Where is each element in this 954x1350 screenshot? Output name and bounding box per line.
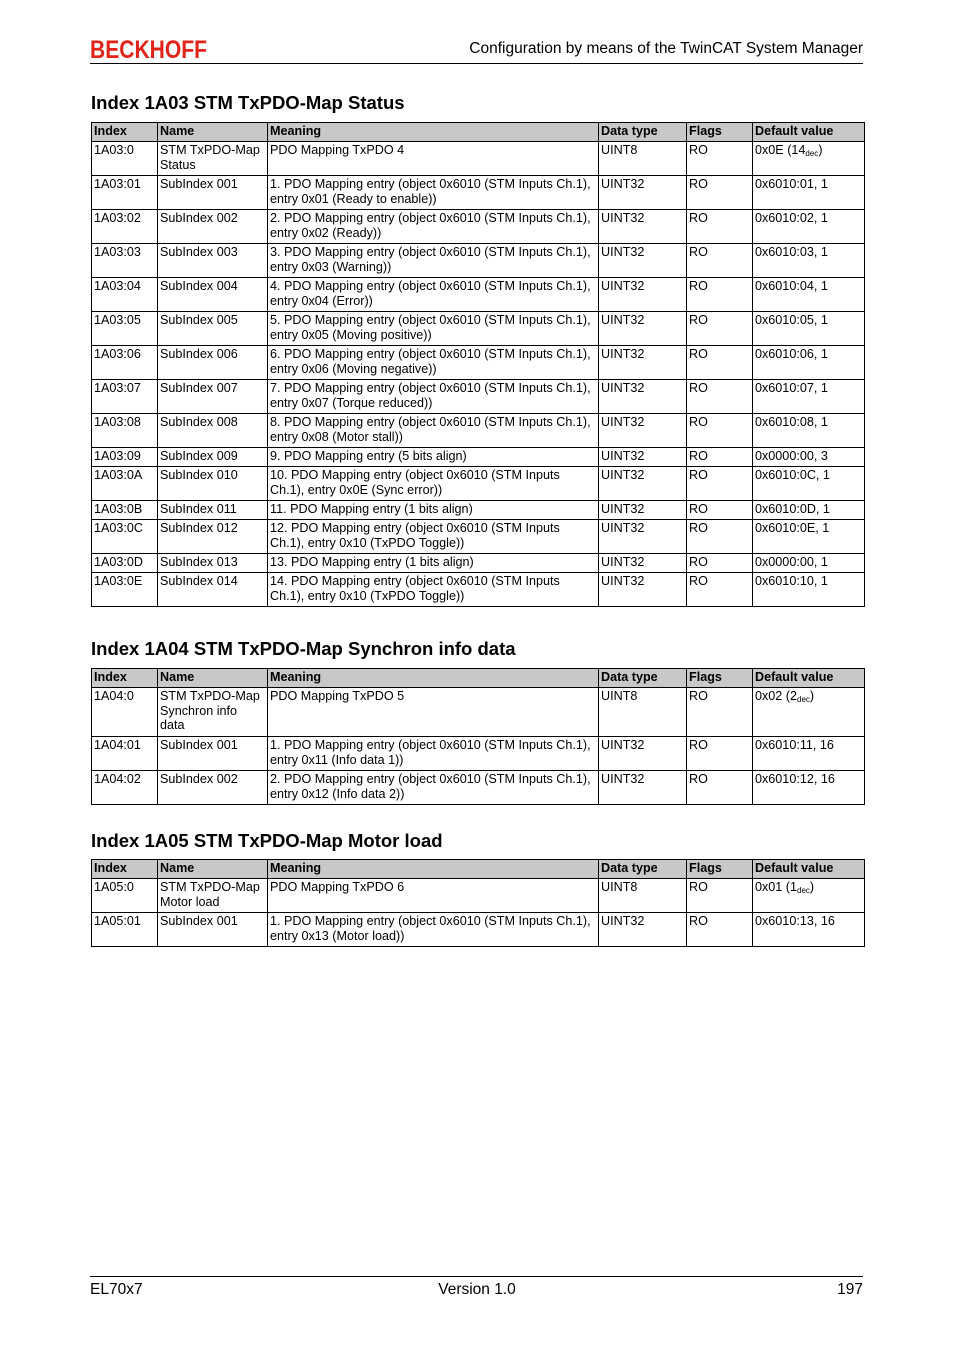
section-title-1a04: Index 1A04 STM TxPDO-Map Synchron info data	[91, 638, 516, 659]
cell-index: 1A03:02	[92, 210, 158, 244]
default-value-tail: )	[809, 689, 815, 703]
cell-data-type: UINT32	[599, 573, 687, 607]
default-value-subscript: dec	[805, 149, 819, 158]
cell-name: SubIndex 001	[158, 913, 268, 947]
section-title-1a05: Index 1A05 STM TxPDO-Map Motor load	[91, 830, 443, 851]
header-divider	[90, 63, 863, 64]
table-row	[92, 913, 865, 947]
cell-data-type: UINT32	[599, 312, 687, 346]
header-title: Configuration by means of the TwinCAT System Manager	[469, 40, 863, 57]
cell-index: 1A03:0D	[92, 554, 158, 573]
cell-default-value: 0x6010:0D, 1	[753, 501, 865, 520]
col-default-value: Default value	[753, 123, 865, 142]
cell-data-type: UINT32	[599, 448, 687, 467]
cell-data-type: UINT32	[599, 210, 687, 244]
cell-index: 1A03:0	[92, 142, 158, 176]
cell-name: SubIndex 009	[158, 448, 268, 467]
cell-meaning: 8. PDO Mapping entry (object 0x6010 (STM Inputs Ch.1), entry 0x08 (Motor stall))	[268, 414, 599, 448]
cell-name: SubIndex 006	[158, 346, 268, 380]
cell-data-type: UINT32	[599, 414, 687, 448]
cell-meaning: 6. PDO Mapping entry (object 0x6010 (STM Inputs Ch.1), entry 0x06 (Moving negative))	[268, 346, 599, 380]
cell-data-type: UINT32	[599, 737, 687, 771]
cell-name: SubIndex 003	[158, 244, 268, 278]
cell-default-value: 0x6010:08, 1	[753, 414, 865, 448]
col-index: Index	[92, 860, 158, 879]
cell-meaning: 1. PDO Mapping entry (object 0x6010 (STM Inputs Ch.1), entry 0x11 (Info data 1))	[268, 737, 599, 771]
col-flags: Flags	[687, 860, 753, 879]
cell-meaning: 3. PDO Mapping entry (object 0x6010 (STM Inputs Ch.1), entry 0x03 (Warning))	[268, 244, 599, 278]
cell-data-type: UINT32	[599, 346, 687, 380]
footer-page-number: 197	[837, 1281, 863, 1298]
default-value-subscript: dec	[797, 695, 810, 704]
cell-name: STM TxPDO-Map Status	[158, 142, 268, 176]
cell-data-type: UINT32	[599, 278, 687, 312]
cell-flags: RO	[687, 771, 753, 805]
cell-flags: RO	[687, 244, 753, 278]
table-row	[92, 176, 865, 210]
cell-meaning: PDO Mapping TxPDO 5	[268, 688, 599, 737]
table-row	[92, 554, 865, 573]
col-name: Name	[158, 669, 268, 688]
cell-meaning: PDO Mapping TxPDO 4	[268, 142, 599, 176]
cell-default-value: 0x6010:02, 1	[753, 210, 865, 244]
table-row	[92, 879, 865, 913]
cell-meaning: 2. PDO Mapping entry (object 0x6010 (STM Inputs Ch.1), entry 0x02 (Ready))	[268, 210, 599, 244]
cell-data-type: UINT32	[599, 244, 687, 278]
col-name: Name	[158, 123, 268, 142]
col-flags: Flags	[687, 123, 753, 142]
table-row	[92, 414, 865, 448]
col-index: Index	[92, 123, 158, 142]
cell-index: 1A03:06	[92, 346, 158, 380]
cell-flags: RO	[687, 176, 753, 210]
table-row	[92, 142, 865, 176]
cell-default-value: 0x6010:0C, 1	[753, 467, 865, 501]
cell-index: 1A03:0A	[92, 467, 158, 501]
logo-text: BECKHOFF	[90, 36, 207, 64]
cell-meaning: 11. PDO Mapping entry (1 bits align)	[268, 501, 599, 520]
table-row	[92, 312, 865, 346]
cell-default-value: 0x6010:04, 1	[753, 278, 865, 312]
cell-name: SubIndex 001	[158, 176, 268, 210]
col-flags: Flags	[687, 669, 753, 688]
cell-name: SubIndex 014	[158, 573, 268, 607]
cell-default-value: 0x0000:00, 1	[753, 554, 865, 573]
cell-name: SubIndex 012	[158, 520, 268, 554]
cell-meaning: 1. PDO Mapping entry (object 0x6010 (STM Inputs Ch.1), entry 0x01 (Ready to enable))	[268, 176, 599, 210]
cell-flags: RO	[687, 467, 753, 501]
cell-index: 1A05:0	[92, 879, 158, 913]
col-name: Name	[158, 860, 268, 879]
col-data-type: Data type	[599, 123, 687, 142]
table-1a04	[91, 668, 865, 805]
table-row	[92, 520, 865, 554]
cell-data-type: UINT32	[599, 176, 687, 210]
cell-meaning: PDO Mapping TxPDO 6	[268, 879, 599, 913]
cell-flags: RO	[687, 312, 753, 346]
cell-default-value: 0x6010:03, 1	[753, 244, 865, 278]
footer-product: EL70x7	[90, 1281, 143, 1298]
cell-data-type: UINT32	[599, 467, 687, 501]
cell-data-type: UINT8	[599, 879, 687, 913]
cell-name: SubIndex 002	[158, 771, 268, 805]
col-default-value: Default value	[753, 860, 865, 879]
cell-data-type: UINT32	[599, 380, 687, 414]
cell-meaning: 13. PDO Mapping entry (1 bits align)	[268, 554, 599, 573]
cell-name: SubIndex 005	[158, 312, 268, 346]
col-data-type: Data type	[599, 669, 687, 688]
cell-default-value	[753, 142, 865, 176]
cell-index: 1A04:01	[92, 737, 158, 771]
beckhoff-logo	[90, 36, 208, 62]
cell-meaning: 9. PDO Mapping entry (5 bits align)	[268, 448, 599, 467]
cell-name: STM TxPDO-Map Motor load	[158, 879, 268, 913]
cell-index: 1A03:03	[92, 244, 158, 278]
cell-index: 1A03:05	[92, 312, 158, 346]
table-row	[92, 771, 865, 805]
cell-flags: RO	[687, 737, 753, 771]
table-header	[92, 123, 865, 142]
cell-name: SubIndex 008	[158, 414, 268, 448]
table-row	[92, 448, 865, 467]
cell-flags: RO	[687, 210, 753, 244]
cell-default-value: 0x6010:12, 16	[753, 771, 865, 805]
table-row	[92, 244, 865, 278]
cell-flags: RO	[687, 501, 753, 520]
cell-default-value: 0x6010:01, 1	[753, 176, 865, 210]
cell-name: STM TxPDO-Map Synchron info data	[158, 688, 268, 737]
cell-name: SubIndex 013	[158, 554, 268, 573]
cell-flags: RO	[687, 520, 753, 554]
table-row	[92, 688, 865, 737]
table-row	[92, 346, 865, 380]
cell-flags: RO	[687, 913, 753, 947]
cell-index: 1A03:07	[92, 380, 158, 414]
table-row	[92, 737, 865, 771]
cell-flags: RO	[687, 554, 753, 573]
cell-data-type: UINT8	[599, 688, 687, 737]
cell-index: 1A03:04	[92, 278, 158, 312]
cell-flags: RO	[687, 414, 753, 448]
cell-flags: RO	[687, 278, 753, 312]
cell-flags: RO	[687, 573, 753, 607]
col-default-value: Default value	[753, 669, 865, 688]
cell-default-value: 0x6010:0E, 1	[753, 520, 865, 554]
cell-default-value: 0x6010:11, 16	[753, 737, 865, 771]
cell-default-value: 0x0000:00, 3	[753, 448, 865, 467]
cell-default-value: 0x6010:05, 1	[753, 312, 865, 346]
cell-default-value: 0x6010:07, 1	[753, 380, 865, 414]
col-data-type: Data type	[599, 860, 687, 879]
cell-meaning: 4. PDO Mapping entry (object 0x6010 (STM Inputs Ch.1), entry 0x04 (Error))	[268, 278, 599, 312]
table-header	[92, 860, 865, 879]
table-row	[92, 210, 865, 244]
cell-meaning: 5. PDO Mapping entry (object 0x6010 (STM Inputs Ch.1), entry 0x05 (Moving positive))	[268, 312, 599, 346]
cell-default-value: 0x6010:06, 1	[753, 346, 865, 380]
table-row	[92, 278, 865, 312]
cell-index: 1A03:0E	[92, 573, 158, 607]
table-row	[92, 380, 865, 414]
cell-data-type: UINT32	[599, 554, 687, 573]
default-value-text: 0x0E (14	[755, 143, 806, 157]
col-index: Index	[92, 669, 158, 688]
col-meaning: Meaning	[268, 669, 599, 688]
cell-default-value: 0x6010:13, 16	[753, 913, 865, 947]
cell-default-value: 0x6010:10, 1	[753, 573, 865, 607]
cell-default-value	[753, 688, 865, 737]
cell-meaning: 10. PDO Mapping entry (object 0x6010 (STM Inputs Ch.1), entry 0x0E (Sync error))	[268, 467, 599, 501]
cell-flags: RO	[687, 380, 753, 414]
cell-data-type: UINT32	[599, 520, 687, 554]
cell-flags: RO	[687, 346, 753, 380]
cell-name: SubIndex 007	[158, 380, 268, 414]
table-row	[92, 573, 865, 607]
cell-meaning: 12. PDO Mapping entry (object 0x6010 (STM Inputs Ch.1), entry 0x10 (TxPDO Toggle))	[268, 520, 599, 554]
footer-divider	[90, 1276, 863, 1277]
cell-flags: RO	[687, 448, 753, 467]
table-row	[92, 501, 865, 520]
footer-version: Version 1.0	[438, 1281, 516, 1298]
cell-data-type: UINT32	[599, 771, 687, 805]
col-meaning: Meaning	[268, 860, 599, 879]
default-value-text: 0x01 (1	[755, 880, 798, 894]
table-1a03	[91, 122, 865, 607]
cell-index: 1A03:01	[92, 176, 158, 210]
default-value-subscript: dec	[797, 886, 810, 895]
cell-index: 1A03:08	[92, 414, 158, 448]
cell-index: 1A05:01	[92, 913, 158, 947]
cell-data-type: UINT8	[599, 142, 687, 176]
table-1a05	[91, 859, 865, 947]
col-meaning: Meaning	[268, 123, 599, 142]
default-value-tail: )	[818, 143, 823, 157]
cell-flags: RO	[687, 142, 753, 176]
cell-index: 1A03:0C	[92, 520, 158, 554]
table-header	[92, 669, 865, 688]
cell-name: SubIndex 001	[158, 737, 268, 771]
cell-name: SubIndex 004	[158, 278, 268, 312]
cell-meaning: 1. PDO Mapping entry (object 0x6010 (STM Inputs Ch.1), entry 0x13 (Motor load))	[268, 913, 599, 947]
cell-index: 1A04:0	[92, 688, 158, 737]
cell-flags: RO	[687, 688, 753, 737]
cell-index: 1A03:0B	[92, 501, 158, 520]
cell-data-type: UINT32	[599, 501, 687, 520]
cell-index: 1A03:09	[92, 448, 158, 467]
cell-name: SubIndex 002	[158, 210, 268, 244]
cell-name: SubIndex 011	[158, 501, 268, 520]
table-row	[92, 467, 865, 501]
cell-meaning: 2. PDO Mapping entry (object 0x6010 (STM Inputs Ch.1), entry 0x12 (Info data 2))	[268, 771, 599, 805]
cell-meaning: 14. PDO Mapping entry (object 0x6010 (STM Inputs Ch.1), entry 0x10 (TxPDO Toggle))	[268, 573, 599, 607]
section-title-1a03: Index 1A03 STM TxPDO-Map Status	[91, 92, 405, 113]
cell-meaning: 7. PDO Mapping entry (object 0x6010 (STM Inputs Ch.1), entry 0x07 (Torque reduced))	[268, 380, 599, 414]
default-value-text: 0x02 (2	[755, 689, 798, 703]
cell-default-value	[753, 879, 865, 913]
cell-flags: RO	[687, 879, 753, 913]
cell-data-type: UINT32	[599, 913, 687, 947]
cell-index: 1A04:02	[92, 771, 158, 805]
default-value-tail: )	[809, 880, 815, 894]
cell-name: SubIndex 010	[158, 467, 268, 501]
